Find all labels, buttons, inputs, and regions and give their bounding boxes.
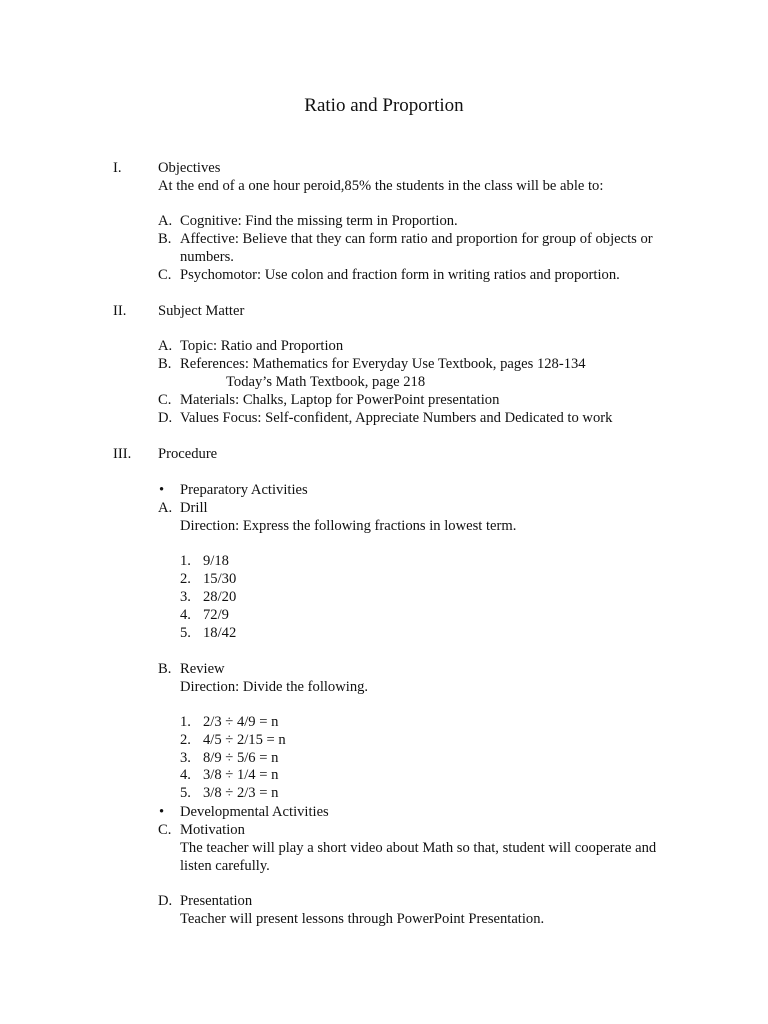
objective-c-text: Psychomotor: Use colon and fraction form in writing ratios and proportion.	[180, 267, 620, 283]
review-item-number: 5.	[180, 785, 191, 801]
presentation-text: Teacher will present lessons through PowerPoint Presentation.	[180, 911, 545, 927]
drill-item-number: 5.	[180, 625, 191, 641]
motivation-marker: C.	[158, 822, 172, 838]
subject-d-marker: D.	[158, 410, 173, 426]
review-item-number: 4.	[180, 767, 191, 783]
subject-b-marker: B.	[158, 356, 172, 372]
motivation-label: Motivation	[180, 822, 245, 838]
review-item-text: 4/5 ÷ 2/15 = n	[203, 732, 286, 748]
subject-a-text: Topic: Ratio and Proportion	[180, 338, 344, 354]
drill-item-text: 18/42	[203, 625, 237, 641]
subject-c-marker: C.	[158, 392, 172, 408]
drill-item-text: 28/20	[203, 589, 237, 605]
motivation-text-line-2: listen carefully.	[180, 858, 270, 874]
objective-a-text: Cognitive: Find the missing term in Proportion.	[180, 213, 458, 229]
section-1-heading: Objectives	[158, 160, 221, 176]
review-direction: Direction: Divide the following.	[180, 679, 369, 695]
drill-marker: A.	[158, 500, 173, 516]
bullet-icon: •	[159, 804, 165, 820]
objective-b-continuation: numbers.	[180, 249, 234, 265]
subject-c-text: Materials: Chalks, Laptop for PowerPoint presentation	[180, 392, 500, 408]
subject-b-text: References: Mathematics for Everyday Use Textbook, pages 128-134	[180, 356, 586, 372]
preparatory-activities: Preparatory Activities	[180, 482, 308, 498]
motivation-text-line-1: The teacher will play a short video about Math so that, student will cooperate and	[180, 840, 657, 856]
objective-b-text: Affective: Believe that they can form ratio and proportion for group of objects or	[180, 231, 653, 247]
review-item-text: 8/9 ÷ 5/6 = n	[203, 750, 279, 766]
drill-item-number: 1.	[180, 553, 191, 569]
objectives-intro: At the end of a one hour peroid,85% the students in the class will be able to:	[158, 178, 604, 194]
section-2-heading: Subject Matter	[158, 303, 245, 319]
drill-item-text: 15/30	[203, 571, 237, 587]
developmental-activities: Developmental Activities	[180, 804, 329, 820]
section-1-numeral: I.	[113, 160, 122, 176]
bullet-icon: •	[159, 482, 165, 498]
review-item-number: 3.	[180, 750, 191, 766]
review-item-number: 2.	[180, 732, 191, 748]
subject-a-marker: A.	[158, 338, 173, 354]
document-title: Ratio and Proportion	[304, 95, 464, 116]
review-marker: B.	[158, 661, 172, 677]
drill-item-number: 3.	[180, 589, 191, 605]
drill-direction: Direction: Express the following fractions in lowest term.	[180, 518, 517, 534]
review-label: Review	[180, 661, 225, 677]
drill-item-number: 4.	[180, 607, 191, 623]
objective-a-marker: A.	[158, 213, 173, 229]
drill-item-text: 9/18	[203, 553, 229, 569]
section-2-numeral: II.	[113, 303, 127, 319]
drill-item-number: 2.	[180, 571, 191, 587]
subject-d-text: Values Focus: Self-confident, Appreciate Numbers and Dedicated to work	[180, 410, 613, 426]
review-item-text: 3/8 ÷ 1/4 = n	[203, 767, 279, 783]
presentation-marker: D.	[158, 893, 173, 909]
section-3-heading: Procedure	[158, 446, 218, 462]
review-item-text: 2/3 ÷ 4/9 = n	[203, 714, 279, 730]
presentation-label: Presentation	[180, 893, 253, 909]
section-3-numeral: III.	[113, 446, 132, 462]
objective-b-marker: B.	[158, 231, 172, 247]
review-item-number: 1.	[180, 714, 191, 730]
subject-b-continuation: Today’s Math Textbook, page 218	[226, 374, 426, 390]
drill-item-text: 72/9	[203, 607, 229, 623]
drill-label: Drill	[180, 500, 208, 516]
objective-c-marker: C.	[158, 267, 172, 283]
review-item-text: 3/8 ÷ 2/3 = n	[203, 785, 279, 801]
